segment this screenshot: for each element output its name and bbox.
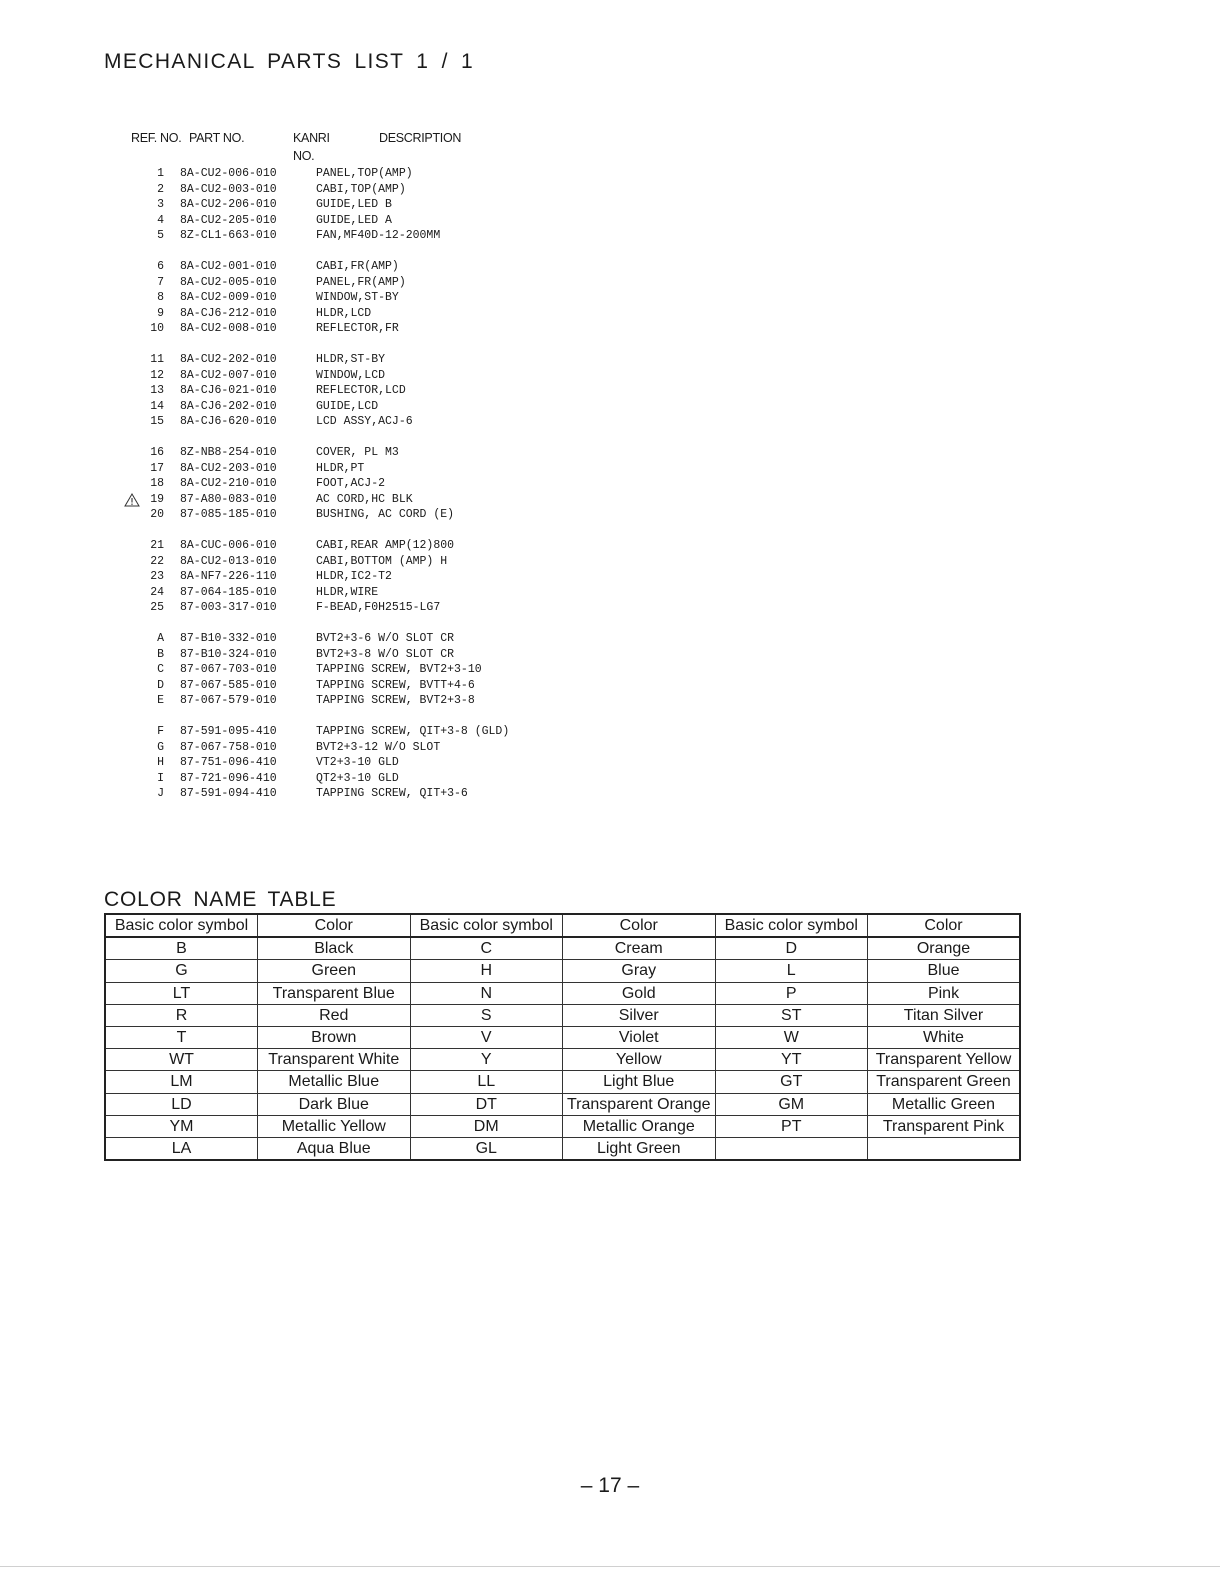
column-header-color: Color: [258, 914, 411, 937]
part-ref: 20: [150, 508, 164, 521]
header-kanri-no: NO.: [293, 149, 315, 163]
part-number: 87-721-096-410: [180, 771, 277, 785]
color-name-cell: [868, 1137, 1021, 1160]
color-name-cell: Light Blue: [563, 1071, 716, 1093]
part-description: CABI,REAR AMP(12)800: [316, 539, 455, 552]
color-name-cell: Dark Blue: [258, 1093, 411, 1115]
part-ref: J: [157, 787, 164, 800]
part-number: 8A-CJ6-620-010: [180, 415, 277, 428]
color-symbol-cell: LD: [105, 1093, 258, 1115]
part-number: 87-B10-332-010: [180, 632, 277, 645]
parts-group: [0, 538, 620, 616]
part-ref: 10: [150, 322, 164, 335]
column-header-symbol: Basic color symbol: [105, 914, 258, 937]
color-symbol-cell: DT: [410, 1093, 563, 1115]
color-name-cell: Red: [258, 1004, 411, 1026]
color-symbol-cell: GM: [715, 1093, 868, 1115]
color-name-cell: Transparent Blue: [258, 982, 411, 1004]
header-kanri: KANRI: [293, 131, 330, 145]
part-description: REFLECTOR,FR: [316, 322, 399, 335]
part-row: [0, 771, 620, 787]
color-name-cell: Silver: [563, 1004, 716, 1026]
color-symbol-cell: YM: [105, 1115, 258, 1137]
part-number: 8A-CU2-005-010: [180, 275, 277, 289]
part-row: [0, 275, 620, 291]
part-description: HLDR,WIRE: [316, 585, 379, 599]
part-description: BUSHING, AC CORD (E): [316, 508, 455, 521]
part-ref: C: [157, 663, 164, 676]
part-ref: E: [157, 694, 164, 707]
color-symbol-cell: YT: [715, 1049, 868, 1071]
part-number: 8A-CJ6-021-010: [180, 384, 277, 397]
part-ref: A: [157, 632, 164, 645]
part-number: 87-085-185-010: [180, 508, 277, 521]
table-row: [105, 982, 1020, 1004]
part-description: REFLECTOR,LCD: [316, 384, 406, 397]
part-description: BVT2+3-12 W/O SLOT: [316, 740, 441, 754]
part-description: TAPPING SCREW, BVTT+4-6: [316, 678, 475, 692]
part-ref: 24: [150, 585, 164, 599]
part-description: FOOT,ACJ-2: [316, 477, 386, 490]
part-ref: 12: [150, 368, 164, 382]
part-ref: 5: [157, 229, 164, 242]
table-row: [105, 1093, 1020, 1115]
color-name-cell: White: [868, 1026, 1021, 1048]
part-ref: 22: [150, 554, 164, 568]
table-row: [105, 1004, 1020, 1026]
part-number: 87-067-703-010: [180, 663, 277, 676]
part-ref: D: [157, 678, 164, 692]
color-symbol-cell: LM: [105, 1071, 258, 1093]
color-name-cell: Brown: [258, 1026, 411, 1048]
part-ref: 11: [150, 353, 164, 366]
color-name-cell: Gold: [563, 982, 716, 1004]
color-name-cell: Violet: [563, 1026, 716, 1048]
table-row: [105, 1137, 1020, 1160]
part-number: 87-003-317-010: [180, 601, 277, 614]
color-name-cell: Orange: [868, 937, 1021, 960]
part-number: 87-591-094-410: [180, 787, 277, 800]
parts-list-header: [0, 131, 600, 171]
part-row: [0, 352, 620, 368]
color-symbol-cell: PT: [715, 1115, 868, 1137]
column-header-color: Color: [563, 914, 716, 937]
color-name-cell: Pink: [868, 982, 1021, 1004]
part-row: [0, 600, 620, 616]
color-name-cell: Green: [258, 960, 411, 982]
part-row: [0, 228, 620, 244]
color-name-cell: Cream: [563, 937, 716, 960]
part-description: QT2+3-10 GLD: [316, 771, 399, 785]
part-description: FAN,MF40D-12-200MM: [316, 229, 441, 242]
part-number: 8A-CU2-205-010: [180, 213, 277, 227]
table-row: [105, 1026, 1020, 1048]
part-description: GUIDE,LED A: [316, 213, 392, 227]
parts-group: [0, 259, 620, 337]
color-symbol-cell: WT: [105, 1049, 258, 1071]
parts-list: [0, 166, 620, 817]
color-name-cell: Metallic Blue: [258, 1071, 411, 1093]
part-number: 8A-CU2-001-010: [180, 260, 277, 273]
color-name-cell: Aqua Blue: [258, 1137, 411, 1160]
part-description: HLDR,IC2-T2: [316, 570, 392, 583]
color-name-cell: Gray: [563, 960, 716, 982]
part-description: GUIDE,LCD: [316, 399, 379, 413]
color-symbol-cell: C: [410, 937, 563, 960]
part-ref: H: [157, 756, 164, 769]
part-number: 8A-CU2-206-010: [180, 198, 277, 211]
part-number: 87-067-579-010: [180, 694, 277, 707]
part-ref: 13: [150, 384, 164, 397]
part-row: [0, 445, 620, 461]
part-number: 8Z-NB8-254-010: [180, 446, 277, 459]
part-number: 8A-CU2-003-010: [180, 182, 277, 196]
color-symbol-cell: LA: [105, 1137, 258, 1160]
part-row: [0, 554, 620, 570]
part-row: [0, 197, 620, 213]
part-description: TAPPING SCREW, QIT+3-8 (GLD): [316, 725, 510, 738]
part-ref: 23: [150, 570, 164, 583]
part-ref: 18: [150, 477, 164, 490]
part-row: [0, 585, 620, 601]
part-row: [0, 306, 620, 322]
part-row: [0, 740, 620, 756]
parts-group: [0, 352, 620, 430]
color-symbol-cell: S: [410, 1004, 563, 1026]
part-number: 8A-CJ6-202-010: [180, 399, 277, 413]
color-symbol-cell: T: [105, 1026, 258, 1048]
part-description: GUIDE,LED B: [316, 198, 392, 211]
color-symbol-cell: R: [105, 1004, 258, 1026]
parts-group: [0, 166, 620, 244]
color-name-cell: Blue: [868, 960, 1021, 982]
table-row: [105, 937, 1020, 960]
part-number: 87-067-585-010: [180, 678, 277, 692]
part-ref: 19: [150, 492, 164, 506]
color-symbol-cell: D: [715, 937, 868, 960]
part-number: 87-591-095-410: [180, 725, 277, 738]
part-row: [0, 182, 620, 198]
column-header-symbol: Basic color symbol: [410, 914, 563, 937]
part-description: F-BEAD,F0H2515-LG7: [316, 601, 441, 614]
color-symbol-cell: GL: [410, 1137, 563, 1160]
part-row: [0, 724, 620, 740]
part-ref: 21: [150, 539, 164, 552]
part-number: 8A-NF7-226-110: [180, 570, 277, 583]
color-symbol-cell: B: [105, 937, 258, 960]
part-ref: B: [157, 647, 164, 661]
part-ref: 4: [157, 213, 164, 227]
header-ref-no: REF. NO.: [131, 131, 182, 145]
part-ref: 17: [150, 461, 164, 475]
color-symbol-cell: P: [715, 982, 868, 1004]
part-ref: 8: [157, 291, 164, 304]
part-number: 8A-CU2-210-010: [180, 477, 277, 490]
part-ref: 15: [150, 415, 164, 428]
table-row: [105, 1115, 1020, 1137]
part-description: BVT2+3-6 W/O SLOT CR: [316, 632, 455, 645]
part-description: CABI,FR(AMP): [316, 260, 399, 273]
parts-group: [0, 631, 620, 709]
part-description: WINDOW,LCD: [316, 368, 386, 382]
color-name-cell: Transparent White: [258, 1049, 411, 1071]
part-number: 8Z-CL1-663-010: [180, 229, 277, 242]
part-number: 8A-CU2-203-010: [180, 461, 277, 475]
part-row: [0, 507, 620, 523]
parts-group: [0, 724, 620, 802]
color-symbol-cell: N: [410, 982, 563, 1004]
part-description: CABI,BOTTOM (AMP) H: [316, 554, 448, 568]
part-row: [0, 166, 620, 182]
color-symbol-cell: V: [410, 1026, 563, 1048]
color-name-cell: Titan Silver: [868, 1004, 1021, 1026]
part-description: TAPPING SCREW, QIT+3-6: [316, 787, 468, 800]
table-row: [105, 960, 1020, 982]
color-table-title: COLOR NAME TABLE: [104, 888, 337, 911]
part-description: PANEL,FR(AMP): [316, 275, 406, 289]
part-description: PANEL,TOP(AMP): [316, 167, 413, 180]
part-row: [0, 399, 620, 415]
part-description: VT2+3-10 GLD: [316, 756, 399, 769]
color-symbol-cell: LL: [410, 1071, 563, 1093]
color-name-cell: Metallic Green: [868, 1093, 1021, 1115]
warning-triangle-icon: [124, 493, 140, 507]
color-symbol-cell: Y: [410, 1049, 563, 1071]
column-header-symbol: Basic color symbol: [715, 914, 868, 937]
part-ref: 9: [157, 306, 164, 320]
part-row: [0, 414, 620, 430]
part-number: 8A-CU2-007-010: [180, 368, 277, 382]
part-description: BVT2+3-8 W/O SLOT CR: [316, 647, 455, 661]
part-row: [0, 569, 620, 585]
part-row: [0, 461, 620, 477]
color-name-cell: Yellow: [563, 1049, 716, 1071]
part-ref: F: [157, 725, 164, 738]
part-row: [0, 492, 620, 508]
part-description: HLDR,LCD: [316, 306, 372, 320]
part-row: [0, 383, 620, 399]
part-number: 8A-CU2-008-010: [180, 322, 277, 335]
part-row: [0, 647, 620, 663]
part-description: COVER, PL M3: [316, 446, 399, 459]
part-description: TAPPING SCREW, BVT2+3-10: [316, 663, 482, 676]
color-symbol-cell: G: [105, 960, 258, 982]
color-symbol-cell: ST: [715, 1004, 868, 1026]
color-symbol-cell: [715, 1137, 868, 1160]
column-header-color: Color: [868, 914, 1021, 937]
part-row: [0, 786, 620, 802]
color-name-table: [104, 913, 1021, 1161]
part-number: 8A-CU2-006-010: [180, 167, 277, 180]
part-row: [0, 631, 620, 647]
part-description: HLDR,PT: [316, 461, 365, 475]
table-row: [105, 1071, 1020, 1093]
header-description: DESCRIPTION: [379, 131, 462, 145]
page-title: MECHANICAL PARTS LIST 1 / 1: [104, 50, 475, 73]
bottom-divider: [0, 1566, 1220, 1567]
color-name-cell: Transparent Orange: [563, 1093, 716, 1115]
part-ref: 25: [150, 601, 164, 614]
color-name-cell: Black: [258, 937, 411, 960]
part-ref: 3: [157, 198, 164, 211]
part-row: [0, 321, 620, 337]
part-row: [0, 538, 620, 554]
part-row: [0, 368, 620, 384]
part-number: 87-B10-324-010: [180, 647, 277, 661]
parts-group: [0, 445, 620, 523]
color-name-cell: Metallic Orange: [563, 1115, 716, 1137]
part-row: [0, 678, 620, 694]
part-ref: I: [157, 771, 164, 785]
part-ref: 16: [150, 446, 164, 459]
part-row: [0, 259, 620, 275]
color-symbol-cell: DM: [410, 1115, 563, 1137]
color-name-cell: Transparent Pink: [868, 1115, 1021, 1137]
part-number: 8A-CUC-006-010: [180, 539, 277, 552]
color-name-cell: Light Green: [563, 1137, 716, 1160]
part-description: WINDOW,ST-BY: [316, 291, 399, 304]
color-table-header-row: [105, 914, 1020, 937]
color-symbol-cell: LT: [105, 982, 258, 1004]
part-ref: 1: [157, 167, 164, 180]
color-symbol-cell: L: [715, 960, 868, 982]
part-ref: 6: [157, 260, 164, 273]
part-description: LCD ASSY,ACJ-6: [316, 415, 413, 428]
part-number: 87-067-758-010: [180, 740, 277, 754]
color-symbol-cell: H: [410, 960, 563, 982]
part-ref: 7: [157, 275, 164, 289]
color-name-cell: Metallic Yellow: [258, 1115, 411, 1137]
part-number: 8A-CU2-013-010: [180, 554, 277, 568]
part-number: 87-751-096-410: [180, 756, 277, 769]
part-row: [0, 755, 620, 771]
part-row: [0, 290, 620, 306]
part-description: CABI,TOP(AMP): [316, 182, 406, 196]
part-ref: 14: [150, 399, 164, 413]
part-row: [0, 476, 620, 492]
part-number: 87-064-185-010: [180, 585, 277, 599]
part-description: TAPPING SCREW, BVT2+3-8: [316, 694, 475, 707]
part-number: 8A-CU2-009-010: [180, 291, 277, 304]
part-row: [0, 693, 620, 709]
color-name-cell: Transparent Green: [868, 1071, 1021, 1093]
part-description: AC CORD,HC BLK: [316, 492, 413, 506]
part-description: HLDR,ST-BY: [316, 353, 386, 366]
part-number: 8A-CJ6-212-010: [180, 306, 277, 320]
color-symbol-cell: W: [715, 1026, 868, 1048]
part-ref: G: [157, 740, 164, 754]
page-number: – 17 –: [580, 1474, 640, 1497]
color-name-cell: Transparent Yellow: [868, 1049, 1021, 1071]
part-row: [0, 662, 620, 678]
part-number: 8A-CU2-202-010: [180, 353, 277, 366]
color-symbol-cell: GT: [715, 1071, 868, 1093]
part-row: [0, 213, 620, 229]
part-number: 87-A80-083-010: [180, 492, 277, 506]
header-part-no: PART NO.: [189, 131, 245, 145]
table-row: [105, 1049, 1020, 1071]
part-ref: 2: [157, 182, 164, 196]
